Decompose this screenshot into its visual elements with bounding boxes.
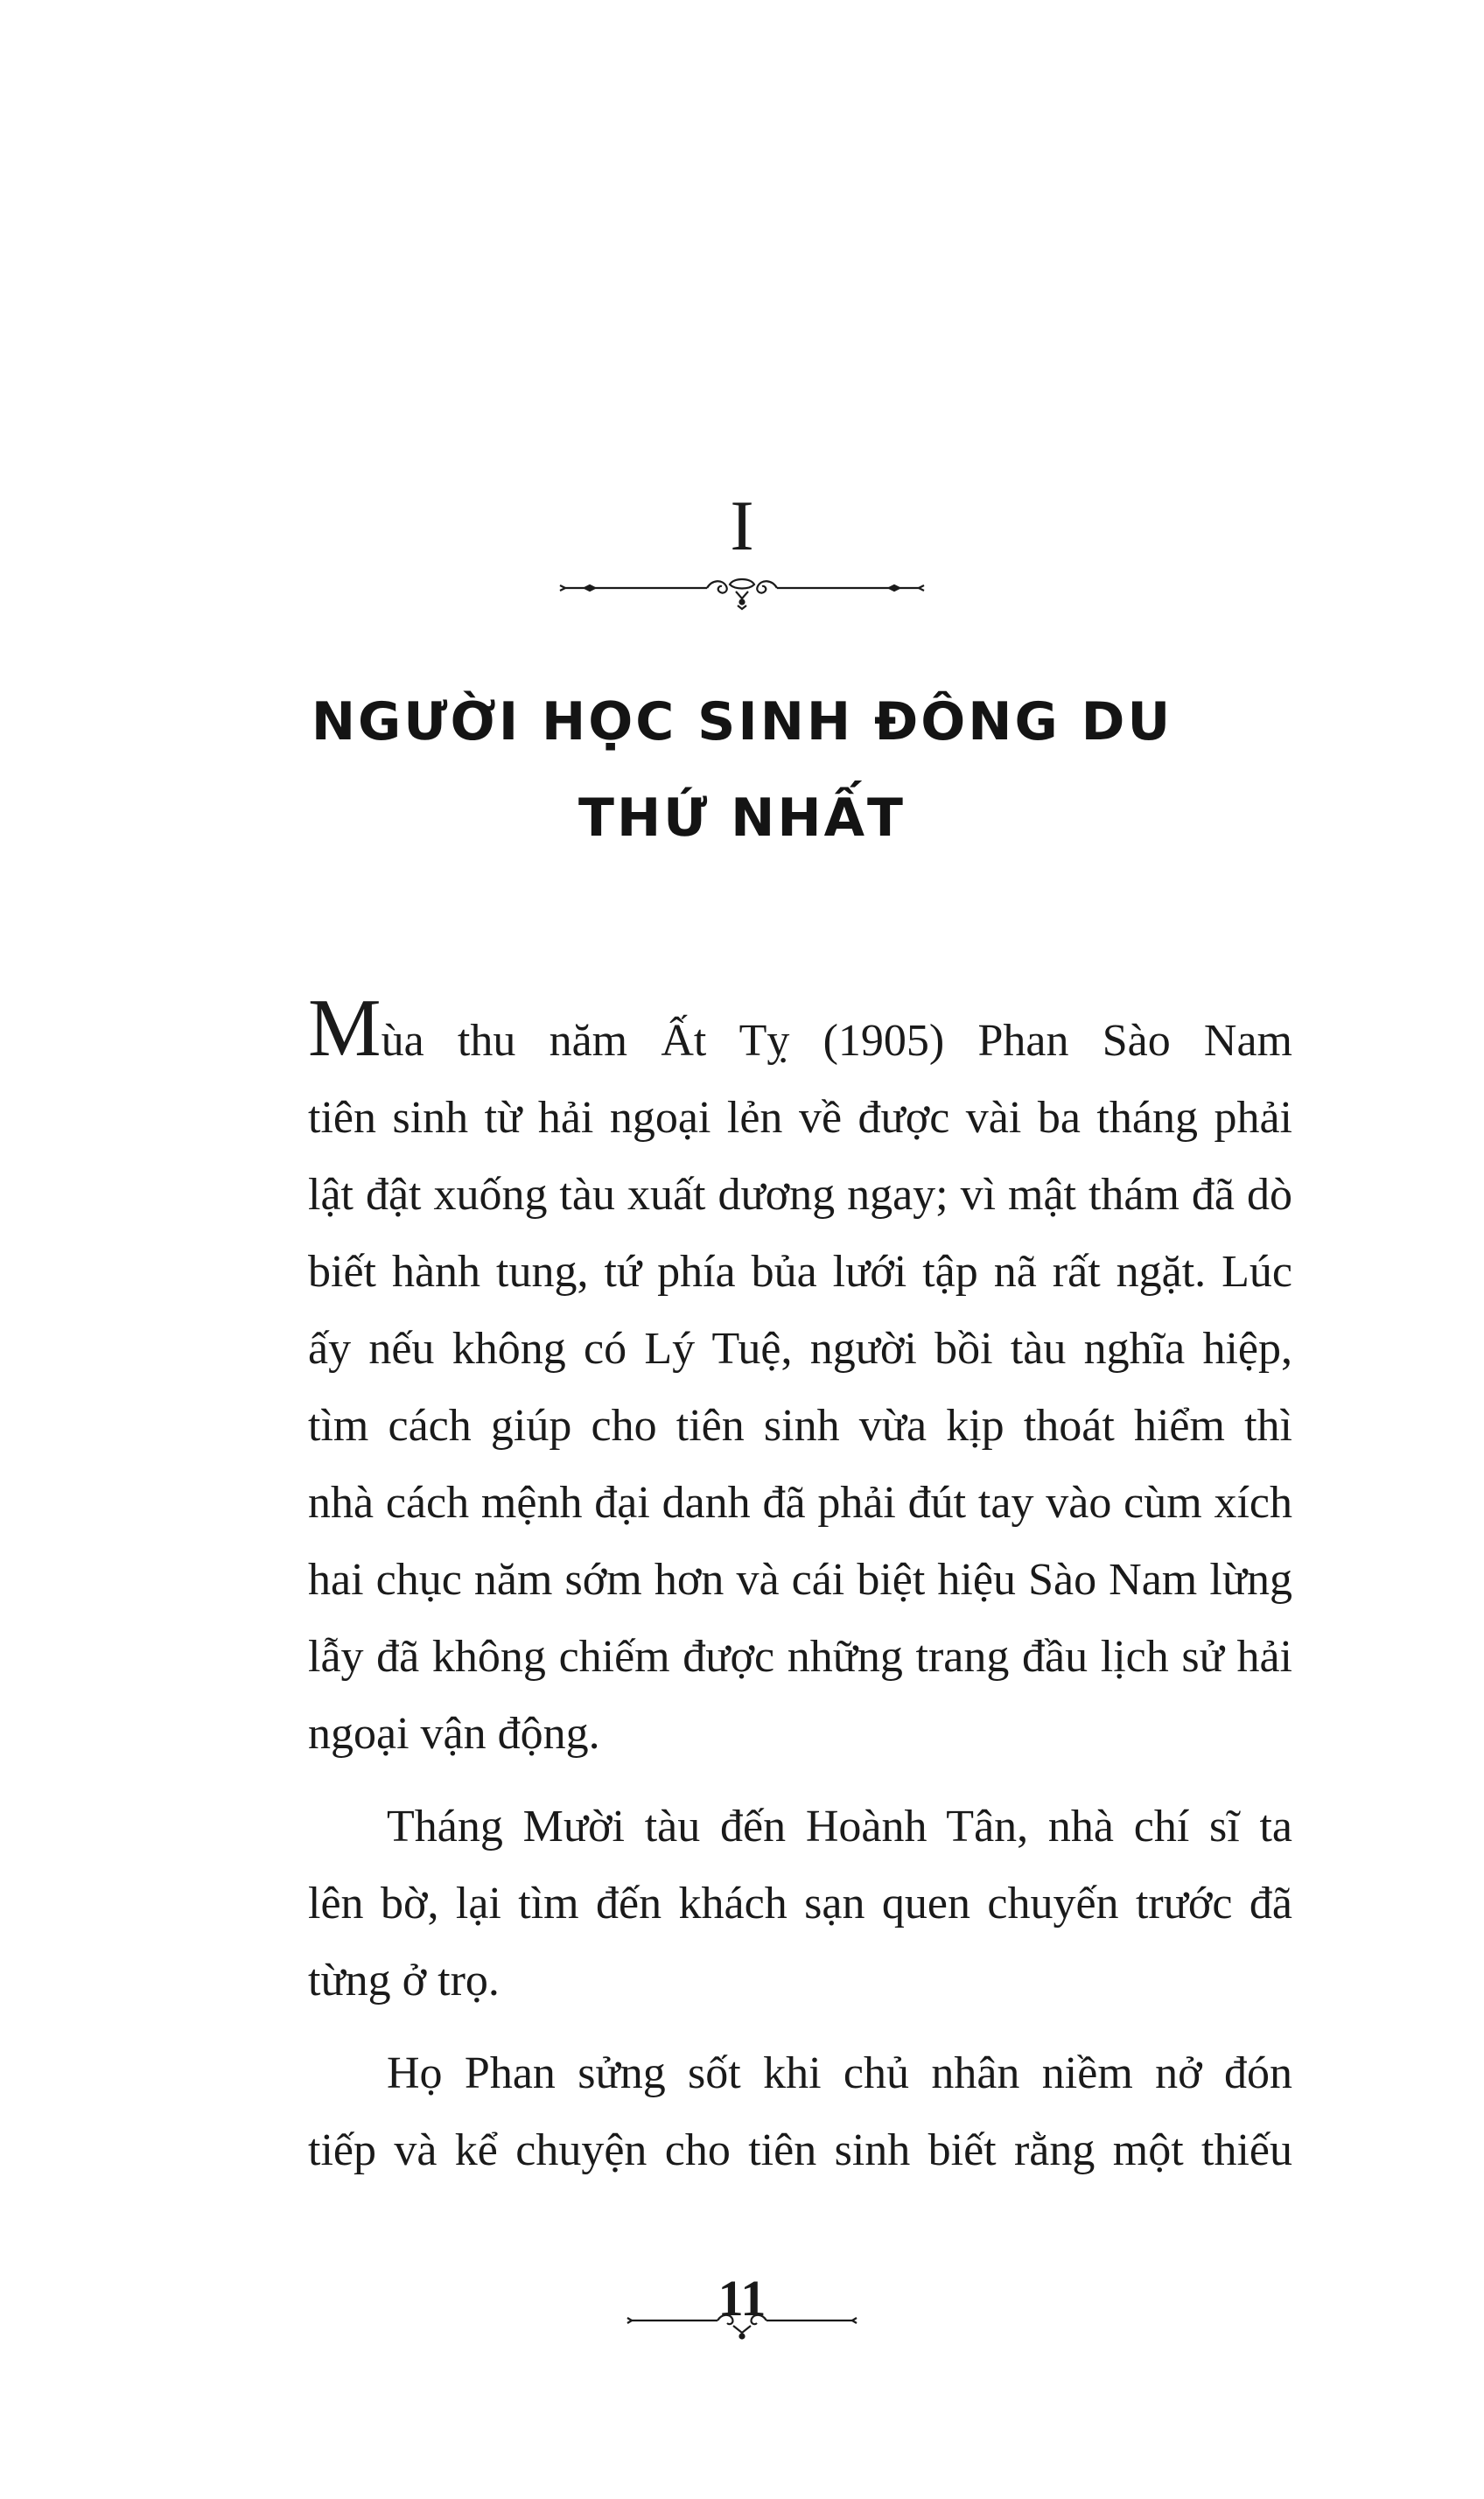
text-line: lẫy đã không chiếm được những trang đầu lịch sử hải	[308, 1632, 1292, 1682]
chapter-title-line: THỨ NHẤT	[578, 788, 906, 849]
text-line: từng ở trọ.	[308, 1956, 500, 2006]
text-line: Họ Phan sửng sốt khi chủ nhân niềm nở đón	[387, 2048, 1292, 2098]
text-line: hai chục năm sớm hơn và cái biệt hiệu Sào Nam lừng	[308, 1555, 1292, 1605]
text-line: ấy nếu không có Lý Tuệ, người bồi tàu nghĩa hiệp,	[308, 1324, 1292, 1374]
text-line: Tháng Mười tàu đến Hoành Tân, nhà chí sĩ ta	[387, 1802, 1292, 1852]
paragraph	[308, 1788, 1292, 2020]
text-line-content: ùa thu năm Ất Tỵ (1905) Phan Sào Nam	[381, 1016, 1292, 1066]
paragraph	[308, 2035, 1292, 2189]
page-number: 11	[718, 2270, 766, 2327]
flourish-divider-icon	[558, 569, 926, 612]
text-line	[308, 983, 1292, 1080]
chapter-title-line: NGƯỜI HỌC SINH ĐÔNG DU	[311, 691, 1173, 752]
text-line: nhà cách mệnh đại danh đã phải đút tay vào cùm xích	[308, 1478, 1292, 1528]
text-line: lật đật xuống tàu xuất dương ngay; vì mật thám đã dò	[308, 1170, 1292, 1220]
chapter-number: I	[730, 486, 754, 565]
dropcap-letter: M	[308, 983, 382, 1074]
text-line: tìm cách giúp cho tiên sinh vừa kịp thoát hiểm thì	[308, 1401, 1292, 1451]
text-line: lên bờ, lại tìm đến khách sạn quen chuyến trước đã	[308, 1879, 1292, 1928]
paragraph	[308, 983, 1292, 1773]
flourish-divider-icon	[626, 2301, 858, 2345]
text-line: tiếp và kể chuyện cho tiên sinh biết rằng một thiếu	[308, 2125, 1292, 2175]
text-line: biết hành tung, tứ phía bủa lưới tập nã rất ngặt. Lúc	[308, 1247, 1292, 1297]
body-text	[308, 983, 1292, 2189]
text-line: ngoại vận động.	[308, 1709, 600, 1759]
chapter-title	[0, 674, 1484, 866]
text-line: tiên sinh từ hải ngoại lẻn về được vài ba tháng phải	[308, 1093, 1292, 1143]
